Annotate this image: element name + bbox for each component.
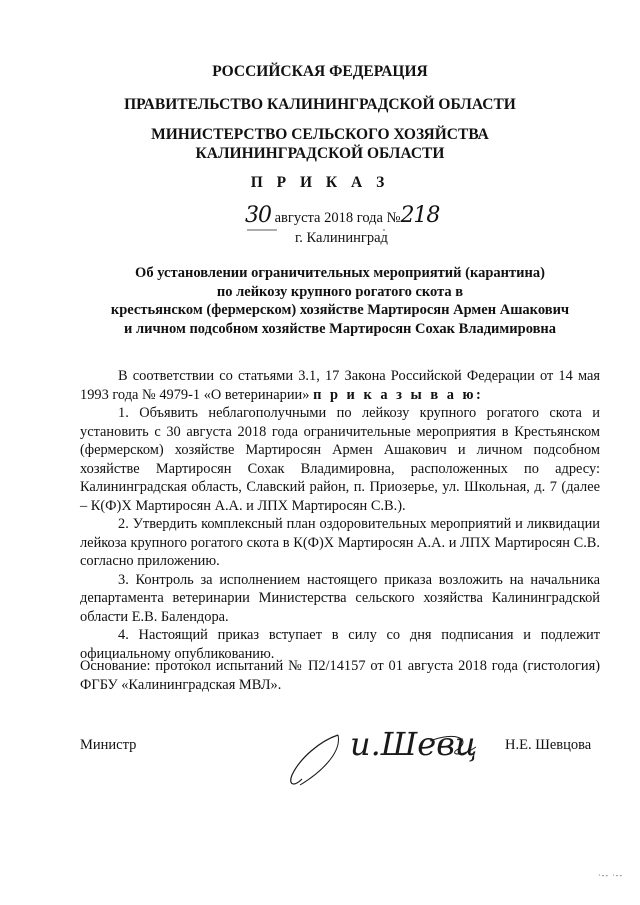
city-label: г. Калининград: [295, 230, 388, 246]
item-4: 4. Настоящий приказ вступает в силу со дня подписания и подлежит официальному опубликованию.: [80, 627, 600, 662]
item-2: 2. Утвердить комплексный план оздоровительных мероприятий и ликвидации лейкоза крупного рогатого скота в К(Ф)Х Мартиросян А.А. и ЛПХ Мартиросян С.В. согласно приложению.: [80, 516, 600, 569]
country-heading: РОССИЙСКАЯ ФЕДЕРАЦИЯ: [212, 63, 428, 80]
subject-line-4: и личном подсобном хозяйстве Мартиросян Сохак Владимировна: [123, 320, 557, 337]
minister-position: Министр: [80, 737, 137, 753]
item-3: 3. Контроль за исполнением настоящего приказа возложить на начальника департамента ветеринарии Министерства сельского хозяйства Калининградской области Е.В. Балендора.: [80, 571, 600, 625]
handwritten-signature: [280, 713, 490, 793]
item-1: 1. Объявить неблагополучными по лейкозу крупного рогатого скота и установить с 30 августа 2018 года ограничительные мероприятия в Крестьянском (фермерском) хозяйстве Мартиросян Армен Ашакович и личном подсобном хозяйстве Мартиросян Сохак Владимировна, расположенных по адресу: Калининградская область, Славский район, п. Приозерье, ул. Школьная, д. 7 (далее – К(Ф)Х Мартиросян А.А. и ЛПХ Мартиросян С.В.).: [80, 405, 600, 514]
handwritten-order-number: 218: [400, 203, 440, 228]
ministry-heading-line2: КАЛИНИНГРАДСКОЙ ОБЛАСТИ: [195, 145, 445, 162]
subject-line-1: Об установлении ограничительных мероприятий (карантина): [135, 265, 545, 281]
subject-line-3: крестьянском (фермерском) хозяйстве Мартиросян Армен Ашакович: [110, 302, 570, 318]
order-body: [80, 367, 600, 663]
basis-paragraph: Основание: протокол испытаний № П2/14157 от 01 августа 2018 года (гистология) ФГБУ «Калининградская МВЛ».: [80, 658, 600, 693]
order-keyword: п р и к а з ы в а ю:: [313, 386, 484, 403]
corner-mark: ·-- ·--: [598, 871, 623, 880]
document-type-heading: П Р И К А З: [250, 174, 390, 191]
intro-text: В соответствии со статьями 3.1, 17 Закона Российской Федерации от 14 мая 1993 года № 4979-1 «О ветеринарии»: [80, 368, 600, 403]
minister-name: Н.Е. Шевцова: [505, 737, 592, 753]
date-text: августа 2018 года №: [274, 210, 401, 226]
handwritten-day: 30: [245, 203, 271, 228]
order-subject: [80, 264, 600, 338]
government-heading: ПРАВИТЕЛЬСТВО КАЛИНИНГРАДСКОЙ ОБЛАСТИ: [124, 96, 516, 113]
intro-paragraph: [80, 367, 600, 404]
signature-handwriting: и.Шевц: [350, 725, 478, 763]
order-date-line: [245, 203, 485, 228]
subject-line-2: по лейкозу крупного рогатого скота в: [216, 283, 464, 300]
ministry-heading-line1: МИНИСТЕРСТВО СЕЛЬСКОГО ХОЗЯЙСТВА: [151, 126, 489, 143]
